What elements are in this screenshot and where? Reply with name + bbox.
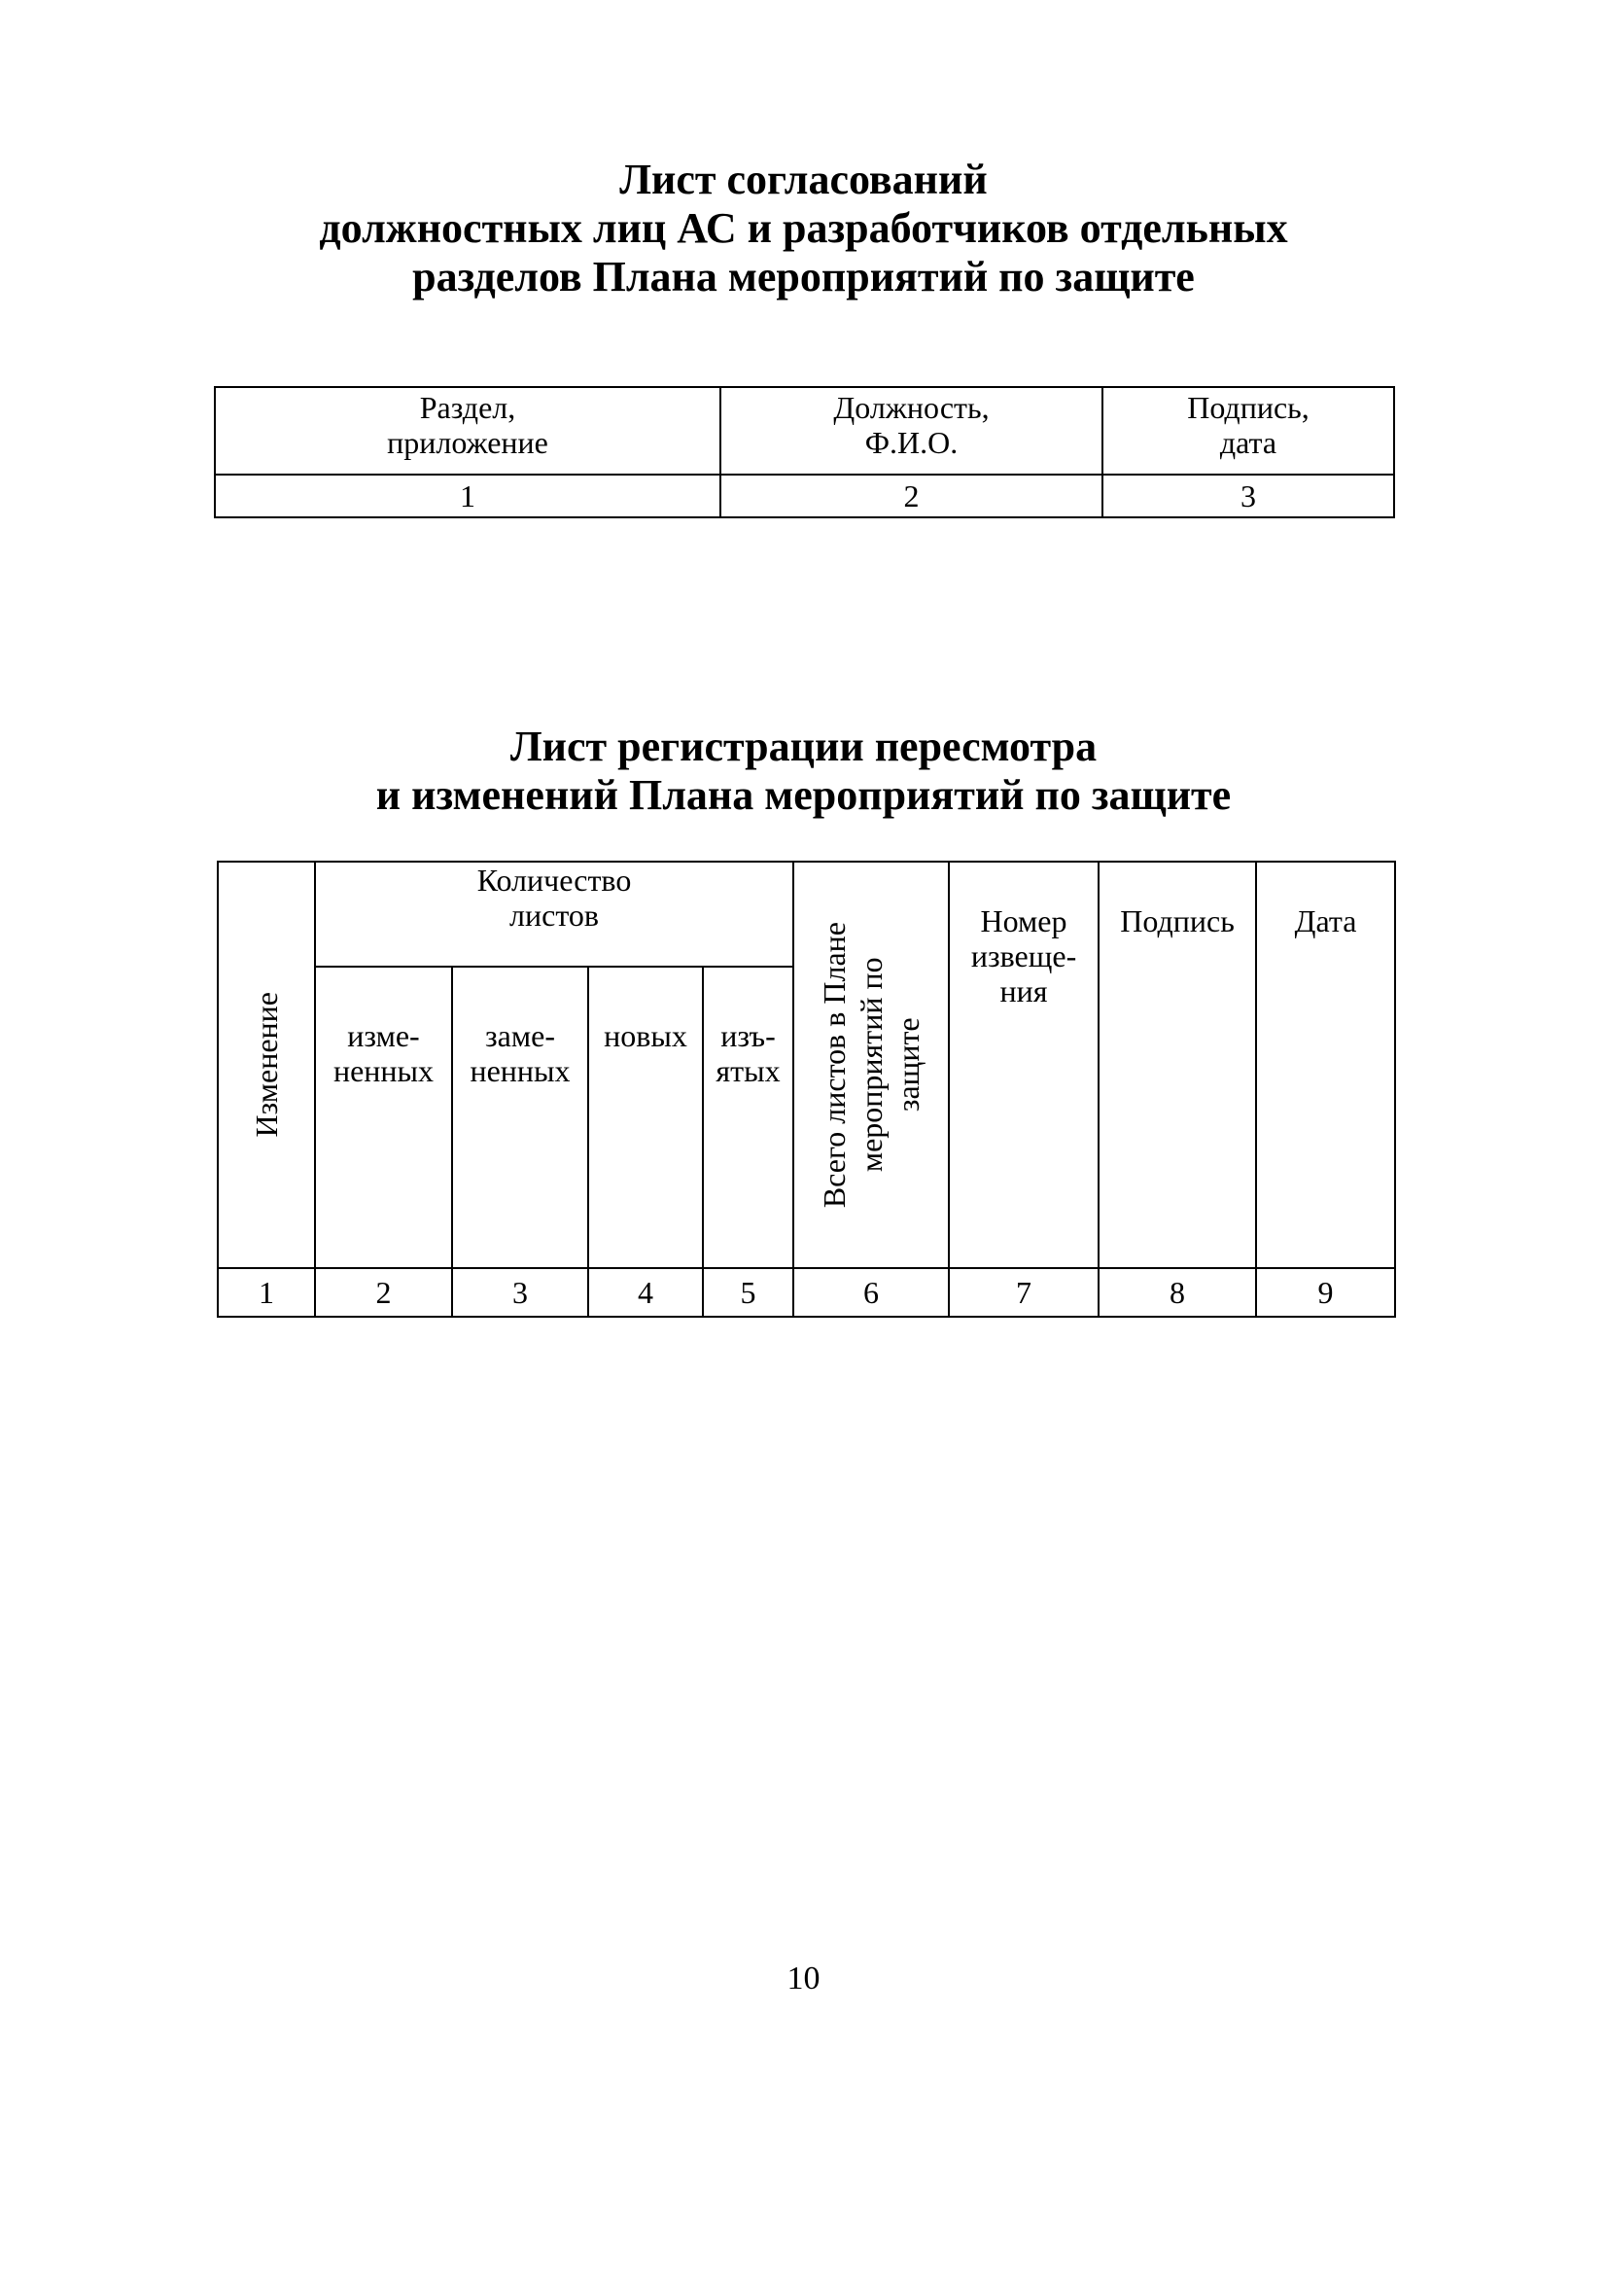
column-number: 7 (949, 1268, 1099, 1317)
title-line: разделов Плана мероприятий по защите (412, 253, 1195, 300)
header-cell-signature-date: Подпись, дата (1102, 387, 1394, 475)
table-number-row (215, 475, 1394, 517)
table-header-row (218, 862, 1395, 967)
revision-sheet-title (0, 723, 1607, 820)
column-number: 2 (720, 475, 1102, 517)
header-cell-position: Должность, Ф.И.О. (720, 387, 1102, 475)
column-number: 4 (588, 1268, 703, 1317)
table-number-row (218, 1268, 1395, 1317)
header-cell-change: Изменение (218, 862, 315, 1268)
column-number: 5 (703, 1268, 793, 1317)
header-cell-total-sheets: Всего листов в Плане мероприятий по защите (793, 862, 949, 1268)
title-line: должностных лиц АС и разработчиков отдельных (319, 204, 1288, 252)
column-number: 9 (1256, 1268, 1395, 1317)
approval-sheet-title (0, 156, 1607, 301)
header-cell-date: Дата (1256, 862, 1395, 1268)
column-number: 1 (218, 1268, 315, 1317)
page-number: 10 (786, 1960, 821, 1996)
column-number: 3 (452, 1268, 588, 1317)
column-number: 3 (1102, 475, 1394, 517)
title-line: и изменений Плана мероприятий по защите (375, 771, 1232, 819)
header-cell-section: Раздел, приложение (215, 387, 720, 475)
subheader-cell-new: новых (588, 967, 703, 1268)
header-cell-sheet-count: Количество листов (315, 862, 793, 967)
header-cell-notice-number: Номер извеще- ния (949, 862, 1099, 1268)
approval-table (214, 386, 1395, 518)
title-line: Лист согласований (619, 156, 988, 203)
subheader-cell-replaced: заме- ненных (452, 967, 588, 1268)
column-number: 1 (215, 475, 720, 517)
revision-table (217, 861, 1396, 1318)
column-number: 2 (315, 1268, 452, 1317)
table-header-row (215, 387, 1394, 475)
column-number: 6 (793, 1268, 949, 1317)
subheader-cell-changed: изме- ненных (315, 967, 452, 1268)
header-cell-signature: Подпись (1099, 862, 1256, 1268)
subheader-cell-removed: изъ- ятых (703, 967, 793, 1268)
column-number: 8 (1099, 1268, 1256, 1317)
title-line: Лист регистрации пересмотра (509, 723, 1098, 770)
